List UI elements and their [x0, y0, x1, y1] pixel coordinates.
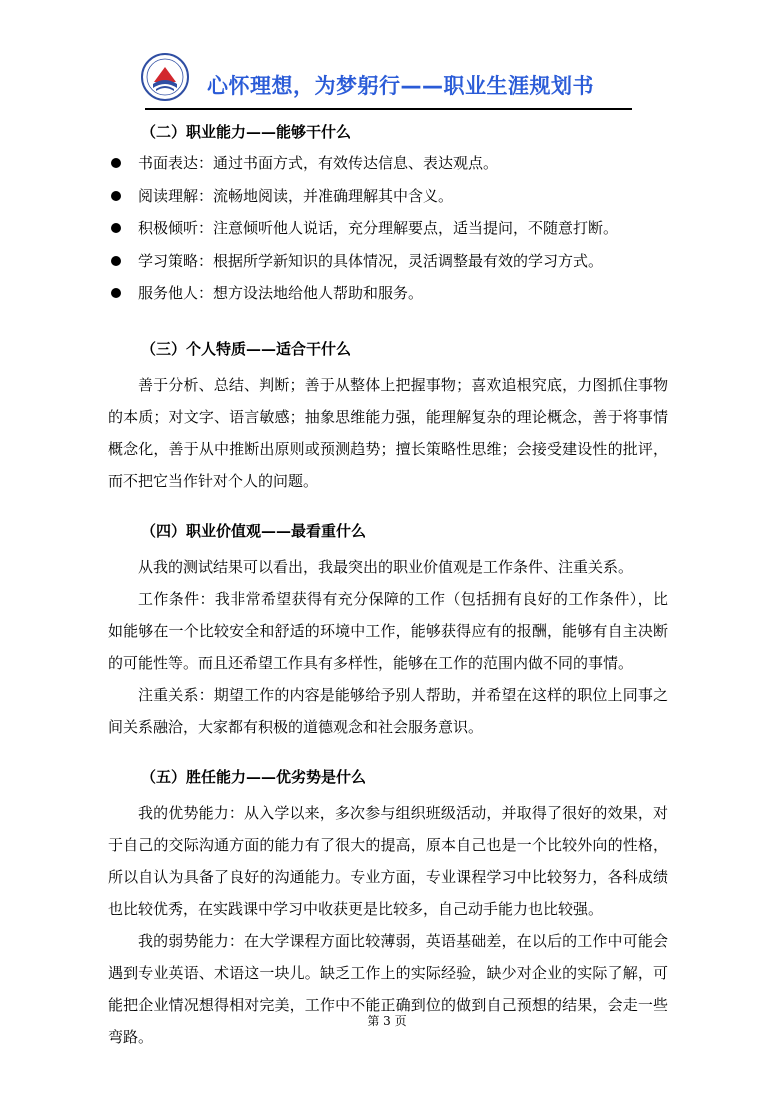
header-title: 心怀理想，为梦躬行——职业生涯规划书 [207, 74, 594, 98]
school-emblem-icon [140, 52, 190, 102]
traits-paragraph: 善于分析、总结、判断；善于从整体上把握事物；喜欢追根究底，力图抓住事物的本质；对文字、语言敏感；抽象思维能力强，能理解复杂的理论概念，善于将事情概念化，善于从中推断出原则或预测趋势；擅长策略性思维；会接受建设性的批评，而不把它当作针对个人的问题。 [108, 375, 668, 490]
competence-paragraph: 我的弱势能力：在大学课程方面比较薄弱，英语基础差，在以后的工作中可能会遇到专业英语、术语这一块儿。缺乏工作上的实际经验，缺少对企业的实际了解，可能把企业情况想得相对完美，工作中不能正确到位的做到自己预想的结果，会走一些弯路。 [108, 931, 668, 1046]
bullet-icon [111, 288, 121, 298]
bullet-icon [111, 223, 121, 233]
document-body [108, 114, 668, 1053]
bullet-icon [111, 158, 121, 168]
ability-list [108, 152, 668, 304]
list-item [108, 185, 668, 207]
list-item-text: 阅读理解：流畅地阅读，并准确理解其中含义。 [138, 186, 454, 205]
header-divider [145, 108, 632, 110]
list-item [108, 152, 668, 174]
list-item-text: 书面表达：通过书面方式，有效传达信息、表达观点。 [138, 154, 499, 172]
section-heading-competence: （五）胜任能力——优劣势是什么 [141, 767, 367, 786]
page-header [140, 52, 640, 108]
bullet-icon [111, 256, 121, 266]
section-heading-ability: （二）职业能力——能够干什么 [141, 123, 352, 141]
list-item-text: 学习策略：根据所学新知识的具体情况，灵活调整最有效的学习方式。 [138, 251, 604, 270]
list-item [108, 217, 668, 239]
list-item-text: 服务他人：想方设法地给他人帮助和服务。 [138, 284, 424, 302]
section-heading-traits: （三）个人特质——适合干什么 [141, 339, 352, 358]
competence-paragraph: 我的优势能力：从入学以来，多次参与组织班级活动，并取得了很好的效果，对于自己的交际沟通方面的能力有了很大的提高，原本自己也是一个比较外向的性格，所以自认为具备了良好的沟通能力。专业方面，专业课程学习中比较努力，各科成绩也比较优秀，在实践课中学习中收获更是比较多，自己动手能力也比较强。 [108, 803, 668, 918]
page-number: 第 3 页 [367, 1014, 407, 1028]
values-paragraph: 从我的测试结果可以看出，我最突出的职业价值观是工作条件、注重关系。 [138, 557, 634, 576]
section-heading-values: （四）职业价值观——最看重什么 [141, 521, 367, 540]
values-paragraph: 工作条件：我非常希望获得有充分保障的工作（包括拥有良好的工作条件），比如能够在一个比较安全和舒适的环境中工作，能够获得应有的报酬，能够有自主决断的可能性等。而且还希望工作具有多样性，能够在工作的范围内做不同的事情。 [108, 589, 668, 672]
list-item-text: 积极倾听：注意倾听他人说话，充分理解要点，适当提问，不随意打断。 [138, 219, 619, 237]
list-item [108, 250, 668, 272]
values-paragraph: 注重关系：期望工作的内容是能够给予别人帮助，并希望在这样的职位上同事之间关系融洽，大家都有积极的道德观念和社会服务意识。 [108, 685, 668, 736]
list-item [108, 282, 668, 304]
bullet-icon [111, 191, 121, 201]
